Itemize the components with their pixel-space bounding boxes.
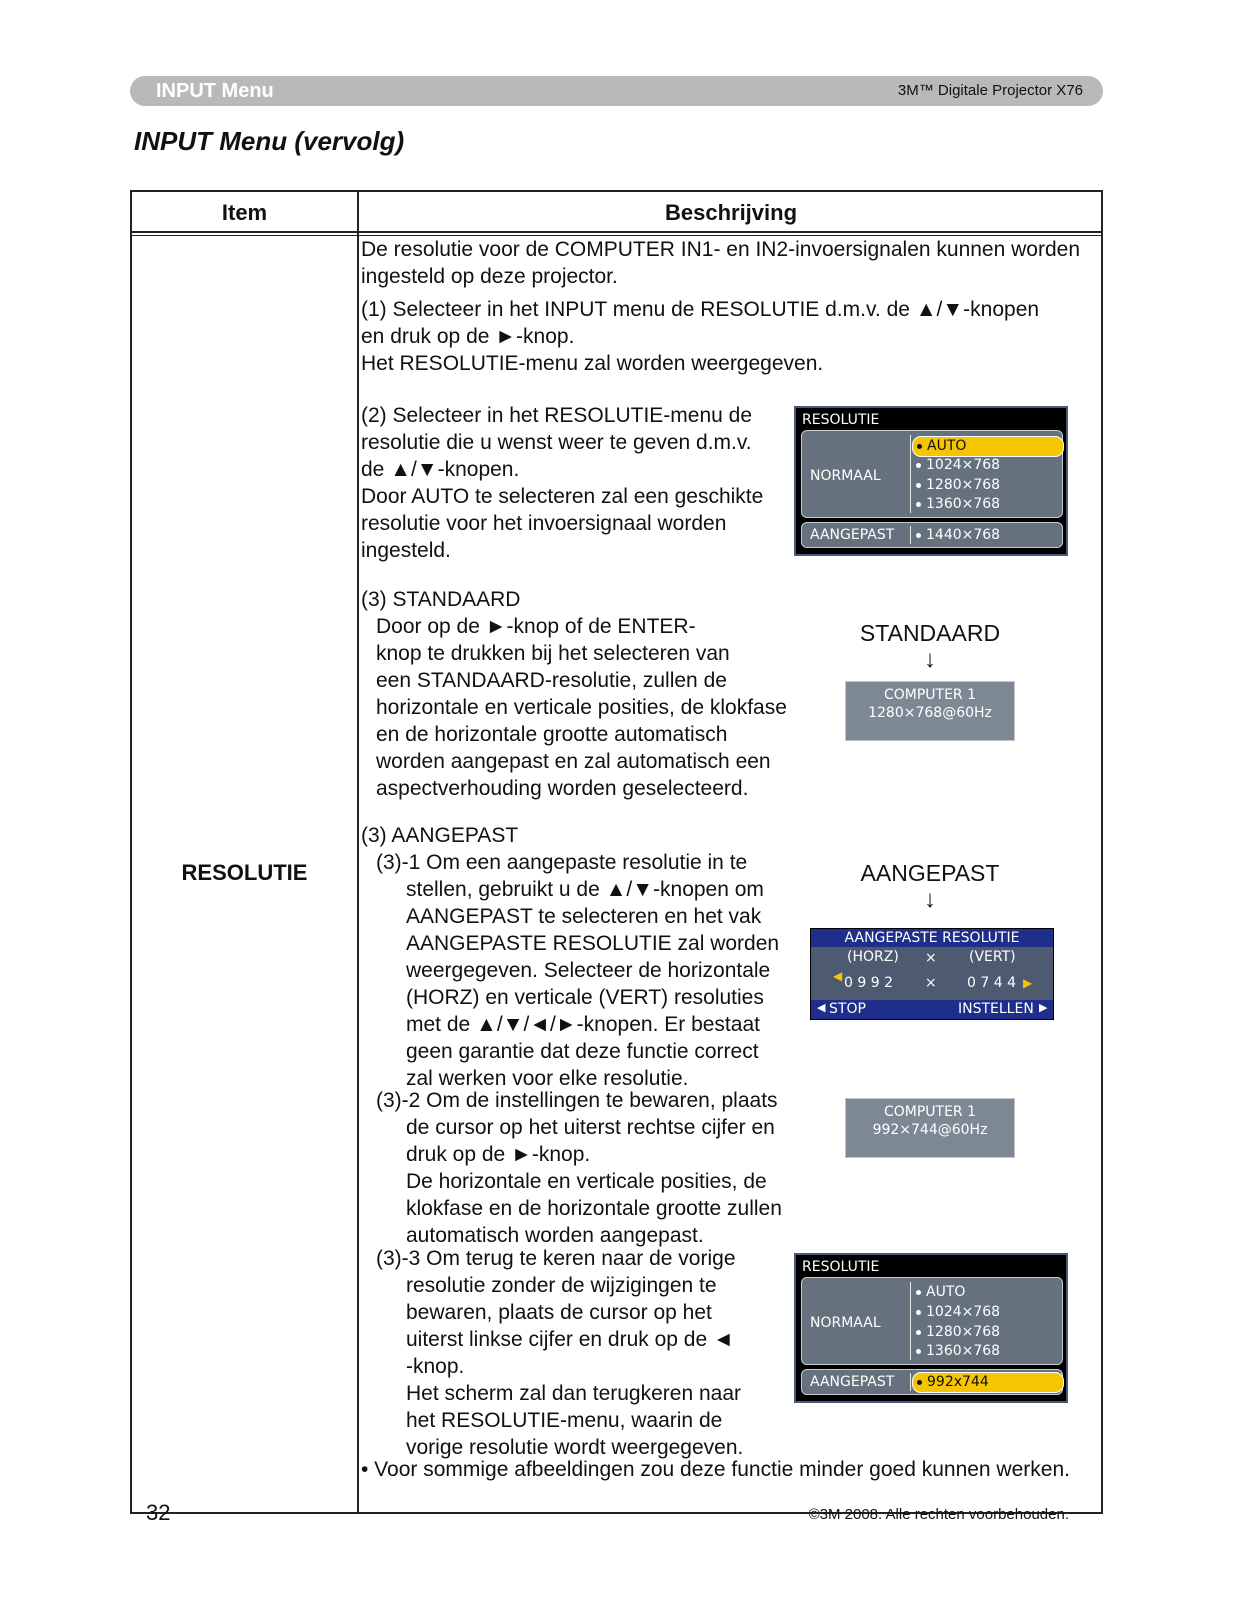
stop-arrow-icon: ◀ xyxy=(817,1001,826,1014)
resolution-menu-screenshot-custom xyxy=(794,1253,1068,1403)
note-text: • Voor sommige afbeeldingen zou deze functie minder goed kunnen werken. xyxy=(361,1458,1070,1481)
osd-custom-label: AANGEPAST xyxy=(810,1374,895,1390)
vert-value: 0 7 4 4 xyxy=(967,975,1016,991)
down-arrow-icon: ↓ xyxy=(924,886,936,913)
osd-separator xyxy=(910,435,911,513)
osd-separator xyxy=(910,1373,911,1391)
osd-option-1024: 1024×768 xyxy=(912,1303,1000,1322)
osd-option-1280: 1280×768 xyxy=(912,1323,1000,1342)
osd-normal-panel xyxy=(801,1277,1063,1365)
osd-title: RESOLUTIE xyxy=(802,412,880,428)
header-product: 3M™ Digitale Projector X76 xyxy=(897,82,1083,99)
custom-resolution-box xyxy=(810,928,1054,1020)
times-sign: × xyxy=(925,975,937,991)
arrow-right-icon: ▶ xyxy=(1023,976,1033,990)
osd-normal-panel xyxy=(801,430,1063,518)
standaard-caption: STANDAARD xyxy=(859,620,1001,646)
osd-separator xyxy=(910,1282,911,1360)
osd-option-auto: AUTO xyxy=(912,1283,965,1302)
column-header-item: Item xyxy=(221,200,268,225)
header-divider xyxy=(132,231,1101,233)
down-arrow-icon: ↓ xyxy=(924,646,936,673)
osd-option-1360: 1360×768 xyxy=(912,495,1000,514)
header-section: INPUT Menu xyxy=(156,80,274,102)
osd-custom-panel xyxy=(801,1369,1063,1395)
osd-custom-label: AANGEPAST xyxy=(810,527,895,543)
custom-resolution-footer xyxy=(811,1000,1053,1019)
intro-text: De resolutie voor de COMPUTER IN1- en IN2-invoersignalen kunnen worden ingesteld op deze projector. xyxy=(361,238,1081,288)
header-bar xyxy=(130,76,1103,106)
standaard-signal-badge: COMPUTER 1 1280×768@60Hz xyxy=(845,681,1015,741)
column-header-description: Beschrijving xyxy=(664,200,798,225)
osd-normal-label: NORMAAL xyxy=(810,1315,881,1331)
vert-label: (VERT) xyxy=(969,949,1016,965)
step3a-title: (3) STANDAARD xyxy=(361,588,521,611)
step3b2-head: (3)-2 Om de instellingen te bewaren, plaats xyxy=(376,1089,778,1112)
step1-text: (1) Selecteer in het INPUT menu de RESOLUTIE d.m.v. de ▲/▼-knopen en druk op de ►-knop. Het RESOLUTIE-menu zal worden weergegeven. xyxy=(361,298,1040,375)
osd-option-1280: 1280×768 xyxy=(912,476,1000,495)
osd-custom-panel xyxy=(801,522,1063,548)
osd-title: RESOLUTIE xyxy=(802,1259,880,1275)
item-name: RESOLUTIE xyxy=(181,860,308,885)
step3b3-text: resolutie zonder de wijzigingen te bewaren, plaats de cursor op het uiterst linkse cijfer en druk op de ◄ -knop. Het scherm zal dan terugkeren naar het RESOLUTIE-menu, waarin de vorige resolutie wordt weergegeven. xyxy=(406,1274,744,1459)
copyright: ©3M 2008. Alle rechten voorbehouden. xyxy=(808,1506,1069,1523)
aangepast-caption: AANGEPAST xyxy=(860,860,1000,886)
column-divider xyxy=(357,192,359,1512)
osd-option-auto: AUTO xyxy=(912,436,1064,457)
page-title: INPUT Menu (vervolg) xyxy=(134,126,405,156)
osd-normal-label: NORMAAL xyxy=(810,468,881,484)
osd-option-1360: 1360×768 xyxy=(912,1342,1000,1361)
step3b3-head: (3)-3 Om terug te keren naar de vorige xyxy=(376,1247,736,1270)
resolution-menu-screenshot xyxy=(794,406,1068,556)
step3b-title: (3) AANGEPAST xyxy=(361,824,519,847)
step3b1-text: stellen, gebruikt u de ▲/▼-knopen om AANGEPAST te selecteren en het vak AANGEPASTE RESOLUTIE zal worden weergegeven. Selecteer de horizontale (HORZ) en verticale (VERT) resoluties met de ▲/▼/◄/►-knopen. Er bestaat geen garantie dat deze functie correct zal werken voor elke resolutie. xyxy=(406,878,780,1090)
horz-value: 0 9 9 2 xyxy=(844,975,893,991)
osd-option-1024: 1024×768 xyxy=(912,456,1000,475)
custom-resolution-title: AANGEPASTE RESOLUTIE xyxy=(811,929,1053,947)
osd-custom-value: 992x744 xyxy=(912,1372,1064,1393)
step3b2-text: de cursor op het uiterst rechtse cijfer en druk op de ►-knop. De horizontale en verticale posities, de klokfase en de horizontale grootte zullen automatisch worden aangepast. xyxy=(406,1116,782,1247)
set-arrow-icon: ▶ xyxy=(1039,1001,1048,1014)
times-sign: × xyxy=(925,950,937,966)
set-label: INSTELLEN xyxy=(958,1001,1034,1017)
arrow-left-icon: ◀ xyxy=(833,969,843,983)
step2-text: (2) Selecteer in het RESOLUTIE-menu de resolutie die u wenst weer te geven d.m.v. de ▲/▼-knopen. Door AUTO te selecteren zal een geschikte resolutie voor het invoersignaal worden ingesteld. xyxy=(361,404,764,562)
aangepast-signal-badge: COMPUTER 1 992×744@60Hz xyxy=(845,1098,1015,1158)
page-number: 32 xyxy=(146,1500,171,1525)
stop-label: STOP xyxy=(829,1001,866,1017)
step3b1-head: (3)-1 Om een aangepaste resolutie in te xyxy=(376,851,748,874)
osd-separator xyxy=(910,526,911,544)
osd-custom-value: 1440×768 xyxy=(912,526,1000,545)
horz-label: (HORZ) xyxy=(847,949,899,965)
step3a-text: Door op de ►-knop of de ENTER- knop te drukken bij het selecteren van een STANDAARD-resolutie, zullen de horizontale en verticale posities, de klokfase en de horizontale grootte automatisch worden aangepast en zal automatisch een aspectverhouding worden geselecteerd. xyxy=(376,615,787,800)
